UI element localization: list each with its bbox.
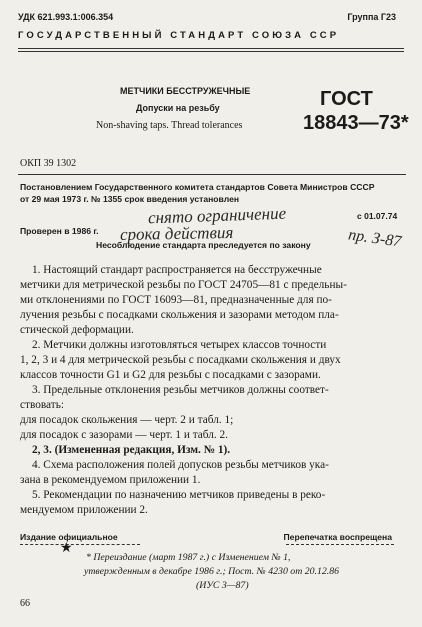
- reprint-note-line-1: * Переиздание (март 1987 г.) с Изменением № 1,: [86, 552, 291, 563]
- footer-rule-right: [286, 544, 394, 545]
- footer-rule-left: [20, 544, 140, 545]
- group-code: Группа Г23: [347, 12, 396, 22]
- amendment-note: 2, 3. (Измененная редакция, Изм. № 1).: [32, 444, 231, 456]
- gost-label: ГОСТ: [320, 88, 373, 110]
- page-number: 66: [20, 598, 30, 609]
- p1-line-4: лучения резьбы с посадками скольжения и зазорами методом пла-: [20, 309, 339, 321]
- decree-line-2: от 29 мая 1973 г. № 1355 срок введения установлен: [20, 194, 240, 204]
- official-edition: Издание официальное: [20, 532, 118, 542]
- reprint-note-line-2: утвержденным в декабре 1986 г.; Пост. № 4230 от 20.12.86: [84, 566, 340, 577]
- section-divider: [18, 174, 406, 175]
- p1-line-2: метчики для метрической резьбы по ГОСТ 24705—81 с предельны-: [20, 279, 347, 291]
- decree-line-1: Постановлением Государственного комитета стандартов Совета Министров СССР: [20, 182, 375, 192]
- p5-line-1: 5. Рекомендации по назначению метчиков приведены в реко-: [32, 489, 326, 501]
- noncompliance-notice: Несоблюдение стандарта преследуется по закону: [96, 240, 311, 250]
- handwritten-note-line-2: срока действия: [119, 223, 234, 244]
- document-title-english: Non-shaving taps. Thread tolerances: [96, 120, 243, 131]
- p1-line-3: ми отклонениями по ГОСТ 16093—81, предназначенные для по-: [20, 294, 332, 306]
- p5-line-2: мендуемом приложении 2.: [20, 504, 148, 516]
- udk-code: УДК 621.993.1:006.354: [18, 12, 114, 22]
- p2-line-1: 2. Метчики должны изготовляться четырех классов точности: [32, 339, 327, 351]
- reprint-note-line-3: (ИУС 3—87): [196, 580, 249, 591]
- p4-line-2: зана в рекомендуемом приложении 1.: [20, 474, 201, 486]
- gost-number: 18843—73*: [303, 112, 409, 134]
- okp-code: ОКП 39 1302: [20, 158, 77, 169]
- p1-line-5: стической деформации.: [20, 324, 134, 336]
- p2-line-3: классов точности G1 и G2 для резьбы с посадками с зазорами.: [20, 369, 321, 381]
- checked-year: Проверен в 1986 г.: [20, 226, 99, 236]
- document-subtitle: Допуски на резьбу: [136, 103, 220, 113]
- p3-line-3: для посадок скольжения — черт. 2 и табл. 1;: [20, 414, 234, 426]
- handwritten-mark: пр. З-87: [347, 226, 403, 251]
- p3-line-2: ствовать:: [20, 399, 64, 411]
- header-rule-top: [18, 48, 404, 49]
- reprint-prohibited: Перепечатка воспрещена: [283, 532, 392, 542]
- header-rule-bottom: [18, 51, 404, 52]
- p3-line-4: для посадок с зазорами — черт. 1 и табл. 2.: [20, 429, 229, 441]
- handwritten-note-line-1: снято ограничение: [147, 203, 287, 228]
- p1-line-1: 1. Настоящий стандарт распространяется на бесстружечные: [32, 264, 322, 276]
- p3-line-1: 3. Предельные отклонения резьбы метчиков должны соответ-: [32, 384, 329, 396]
- star-icon: ★: [60, 541, 73, 556]
- p2-line-2: 1, 2, 3 и 4 для метрической резьбы с посадками скольжения и двух: [20, 354, 341, 366]
- document-title: МЕТЧИКИ БЕССТРУЖЕЧНЫЕ: [120, 86, 251, 96]
- p4-line-1: 4. Схема расположения полей допусков резьбы метчиков ука-: [32, 459, 329, 471]
- introduction-date: с 01.07.74: [357, 211, 398, 221]
- state-standard-heading: ГОСУДАРСТВЕННЫЙ СТАНДАРТ СОЮЗА ССР: [18, 30, 340, 41]
